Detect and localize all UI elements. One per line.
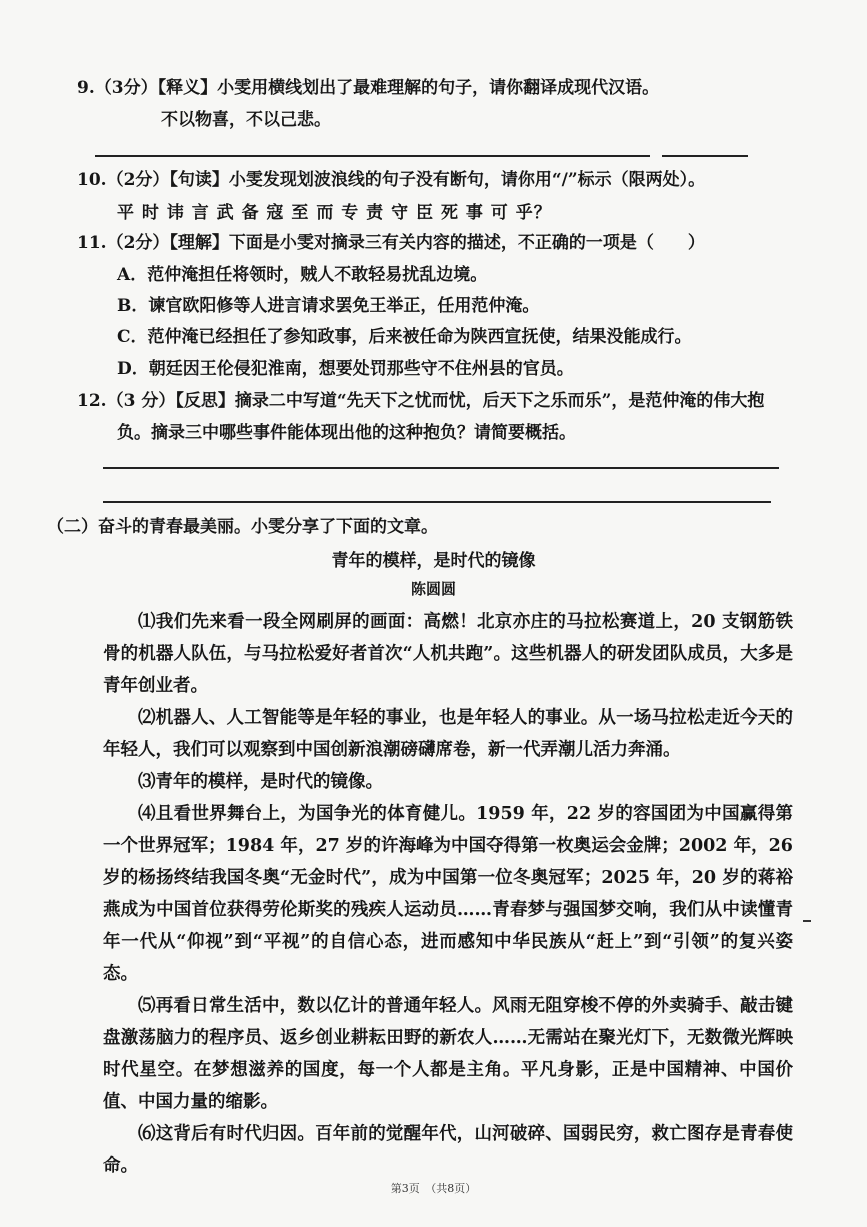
paragraph-2: ⑵机器人、人工智能等是年轻的事业，也是年轻人的事业。从一场马拉松走近今天的年轻人，我们可以观察到中国创新浪潮磅礴席卷，新一代弄潮儿活力奔涌。 bbox=[103, 708, 793, 760]
paragraph-4: ⑷且看世界舞台上，为国争光的体育健儿。1959 年，22 岁的容国团为中国赢得第一个世界冠军；1984 年，27 岁的许海峰为中国夺得第一枚奥运会金牌；2002 年，26 岁的杨扬终结我国冬奥“无金时代”，成为中国第一位冬奥冠军；2025 年，20 岁的蒋裕燕成为中国首位获得劳伦斯奖的残疾人运动员……青春梦与强国梦交响，我们从中读懂青年一代从“仰视”到“平视”的自信心态，进而感知中华民族从“赶上”到“引领”的复兴姿态。 bbox=[103, 804, 793, 984]
paragraph-3: ⑶青年的模样，是时代的镜像。 bbox=[138, 772, 383, 792]
answer-line-12a bbox=[103, 467, 779, 469]
article-title: 青年的模样，是时代的镜像 bbox=[331, 551, 536, 571]
question-10-sentence: 平 时 讳 言 武 备 寇 至 而 专 责 守 臣 死 事 可 乎？ bbox=[117, 203, 552, 223]
option-a: A．范仲淹担任将领时，贼人不敢轻易扰乱边境。 bbox=[117, 265, 488, 285]
margin-mark bbox=[803, 920, 811, 922]
paragraph-6: ⑹这背后有时代归因。百年前的觉醒年代，山河破碎、国弱民穷，救亡图存是青春使命。 bbox=[103, 1124, 793, 1176]
question-9-sentence: 不以物喜，不以己悲。 bbox=[161, 110, 331, 130]
article-body bbox=[103, 606, 793, 1182]
question-11: 11.（2分）【理解】下面是小雯对摘录三有关内容的描述，不正确的一项是（ ） bbox=[77, 233, 705, 253]
option-c: C．范仲淹已经担任了参知政事，后来被任命为陕西宣抚使，结果没能成行。 bbox=[117, 327, 692, 347]
answer-line-9b bbox=[662, 155, 748, 157]
option-b: B．谏官欧阳修等人进言请求罢免王举正，任用范仲淹。 bbox=[117, 296, 540, 316]
answer-line-9a bbox=[95, 155, 650, 157]
article-author: 陈圆圆 bbox=[410, 580, 456, 598]
section-2-intro: （二）奋斗的青春最美丽。小雯分享了下面的文章。 bbox=[47, 517, 438, 537]
answer-line-12b bbox=[103, 501, 771, 503]
question-9: 9.（3分）【释义】小雯用横线划出了最难理解的句子，请你翻译成现代汉语。 bbox=[77, 78, 660, 98]
paragraph-1: ⑴我们先来看一段全网刷屏的画面：高燃！北京亦庄的马拉松赛道上，20 支钢筋铁骨的机器人队伍，与马拉松爱好者首次“人机共跑”。这些机器人的研发团队成员，大多是青年创业者。 bbox=[103, 612, 793, 696]
paragraph-5: ⑸再看日常生活中，数以亿计的普通年轻人。风雨无阻穿梭不停的外卖骑手、敲击键盘激荡脑力的程序员、返乡创业耕耘田野的新农人……无需站在聚光灯下，无数微光辉映时代星空。在梦想滋养的国度，每一个人都是主角。平凡身影，正是中国精神、中国价值、中国力量的缩影。 bbox=[103, 996, 793, 1112]
option-d: D．朝廷因王伦侵犯淮南，想要处罚那些守不住州县的官员。 bbox=[117, 359, 574, 379]
question-12-line1: 12.（3 分）【反思】摘录二中写道“先天下之忧而忧，后天下之乐而乐”，是范仲淹的伟大抱 bbox=[77, 391, 765, 411]
page-footer: 第3页 （共8页） bbox=[390, 1182, 477, 1195]
question-12-line2: 负。摘录三中哪些事件能体现出他的这种抱负？请简要概括。 bbox=[117, 423, 576, 443]
question-10: 10.（2分）【句读】小雯发现划波浪线的句子没有断句，请你用“/”标示（限两处）。 bbox=[77, 170, 706, 190]
